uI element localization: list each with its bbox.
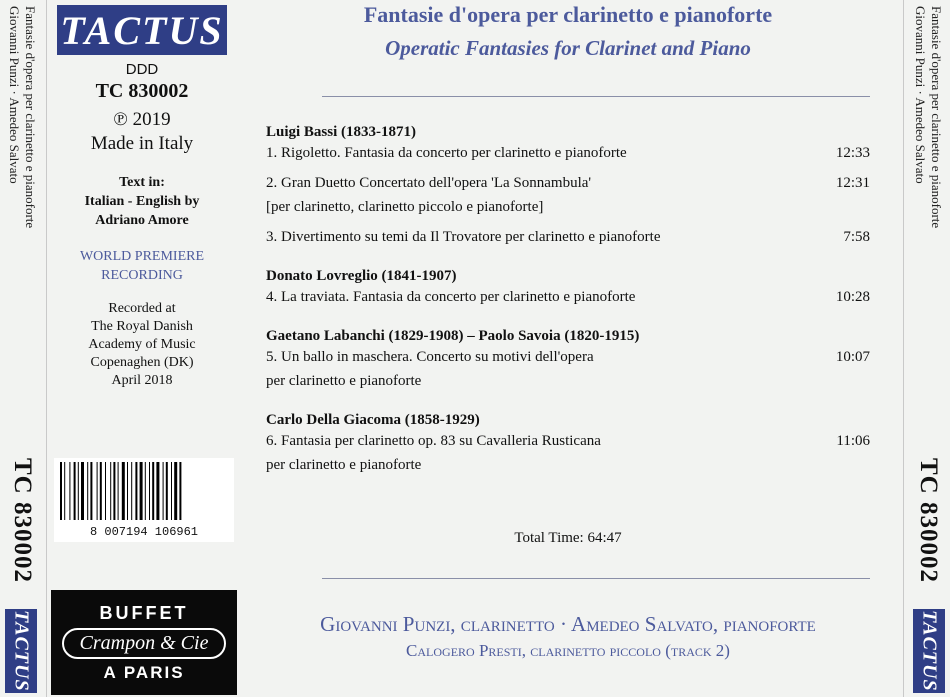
recording-info: Recorded at The Royal Danish Academy of Music Copenaghen (DK) April 2018 [88,301,196,388]
track-row: 2. Gran Duetto Concertato dell'opera 'La Sonnambula' [per clarinetto, clarinetto piccolo e pianoforte] 12:31 [266,171,870,219]
spine-title: Fantasie d'opera per clarinetto e pianoforte Giovanni Punzi · Amedeo Salvato [7,6,38,229]
barcode-bar [166,462,168,520]
buffet-crampon-logo: BUFFET Crampon & Cie A PARIS [51,590,237,695]
barcode-bar [90,462,92,520]
barcode-bar [74,462,76,520]
barcode-bar [105,462,106,520]
barcode-bars [58,462,230,520]
left-spine [0,0,47,697]
track-duration: 10:07 [835,349,870,365]
barcode-bar [127,462,128,520]
world-premiere-badge: WORLD PREMIERE RECORDING [79,249,205,283]
barcode-bar [113,462,115,520]
track-row: 5. Un ballo in maschera. Concerto su motivi dell'opera per clarinetto e pianoforte 10:07 [266,345,870,393]
barcode-bar [140,462,143,520]
track-duration: 10:28 [835,289,870,305]
performers-credit: Giovanni Punzi, clarinetto · Amedeo Salvato, pianoforte [320,612,816,636]
ddd-label: DDD [125,61,159,78]
album-title-italian: Fantasie d'opera per clarinetto e pianoforte [363,2,773,27]
track-duration: 12:31 [835,175,870,191]
track-duration: 12:33 [835,145,870,161]
barcode-bar [179,462,181,520]
barcode-bar [81,462,84,520]
barcode-bar [163,462,164,520]
track-row: 4. La traviata. Fantasia da concerto per clarinetto e pianoforte 10:28 [266,285,870,309]
barcode-bar [171,462,172,520]
barcode-bar [174,462,177,520]
barcode-bar [131,462,132,520]
made-in-label: Made in Italy [90,133,194,154]
tactus-logo: TACTUS [57,5,227,55]
info-column [48,0,236,390]
spine-tactus-logo: TACTUS [5,609,37,693]
track-listing-panel [262,0,874,660]
composer-heading: Gaetano Labanchi (1829-1908) – Paolo Savoia (1820-1915) [266,328,640,344]
barcode-bar [118,462,119,520]
barcode-bar [145,462,146,520]
barcode-bar [135,462,137,520]
spine-title: Fantasie d'opera per clarinetto e pianoforte Giovanni Punzi · Amedeo Salvato [913,6,944,229]
spine-catalog-code: TC 830002 [9,458,36,583]
spine-catalog-code: TC 830002 [915,458,942,583]
bottom-divider [322,578,870,579]
track-row: 1. Rigoletto. Fantasia da concerto per clarinetto e pianoforte 12:33 [266,141,870,165]
track-duration: 7:58 [843,229,870,245]
barcode-bar [149,462,150,520]
barcode-bar [156,462,159,520]
right-spine [903,0,950,697]
barcode [54,458,234,542]
barcode-bar [100,462,102,520]
guest-performer-credit: Calogero Presti, clarinetto piccolo (track 2) [406,641,730,660]
barcode-bar [87,462,88,520]
catalog-code: TC 830002 [95,80,189,102]
barcode-bar [60,462,62,520]
barcode-bar [97,462,98,520]
barcode-bar [69,462,70,520]
barcode-bar [64,462,65,520]
barcode-bar [78,462,79,520]
copyright-year: ℗ 2019 [113,109,171,130]
barcode-bar [152,462,154,520]
track-duration: 11:06 [836,433,870,449]
total-time: Total Time: 64:47 [514,530,622,546]
barcode-bar [122,462,125,520]
track-list [266,124,870,477]
track-row: 6. Fantasia per clarinetto op. 83 su Cavalleria Rusticana per clarinetto e pianoforte 11:06 [266,429,870,477]
text-in-note: Text in: Italian - English by Adriano Amore [84,175,200,228]
album-title-english: Operatic Fantasies for Clarinet and Piano [385,36,751,60]
top-divider [322,96,870,97]
composer-heading: Carlo Della Giacoma (1858-1929) [266,412,480,428]
track-row: 3. Divertimento su temi da Il Trovatore per clarinetto e pianoforte 7:58 [266,225,870,249]
spine-tactus-logo: TACTUS [913,609,945,693]
composer-heading: Luigi Bassi (1833-1871) [266,124,417,140]
barcode-bar [110,462,111,520]
barcode-number: 8 007194 106961 [89,525,199,539]
composer-heading: Donato Lovreglio (1841-1907) [266,268,457,284]
